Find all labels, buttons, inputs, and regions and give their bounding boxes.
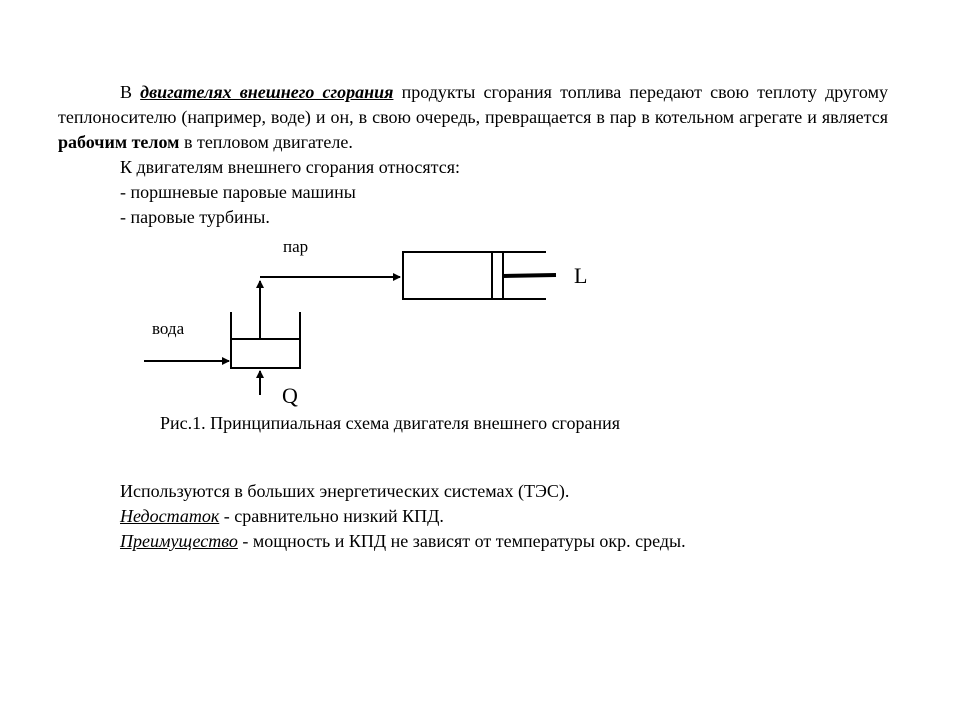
intro-bold-term: рабочим телом	[58, 132, 180, 152]
advantage-text: - мощность и КПД не зависят от температуры окр. среды.	[237, 531, 686, 551]
advantage-term: Преимущество	[120, 531, 238, 551]
usage-line: Используются в больших энергетических системах (ТЭС).	[120, 481, 570, 501]
work-label: L	[574, 263, 588, 288]
intro-text-2: продукты сгорания топлива передают свою теплоту другому теплоносителю (например, воде) и он, в свою очередь, превращается в пар в котельном агрегате и является	[58, 82, 888, 127]
list-item: - поршневые паровые машины	[120, 182, 356, 202]
intro-term: двигателях внешнего сгорания	[140, 82, 394, 102]
advantage-line	[120, 529, 686, 554]
disadvantage-text: - сравнительно низкий КПД.	[219, 506, 444, 526]
disadvantage-line	[120, 504, 444, 529]
piston-rod	[503, 275, 556, 276]
intro-text-3: в тепловом двигателе.	[179, 132, 353, 152]
disadvantage-term: Недостаток	[120, 506, 220, 526]
figure-caption: Рис.1. Принципиальная схема двигателя внешнего сгорания	[160, 413, 621, 433]
intro-text-1: В	[120, 82, 141, 102]
steam-label: пар	[283, 237, 309, 256]
list-heading: К двигателям внешнего сгорания относятся:	[120, 157, 461, 177]
list-item: - паровые турбины.	[120, 207, 270, 227]
heat-label: Q	[282, 383, 298, 408]
water-label: вода	[152, 319, 185, 338]
